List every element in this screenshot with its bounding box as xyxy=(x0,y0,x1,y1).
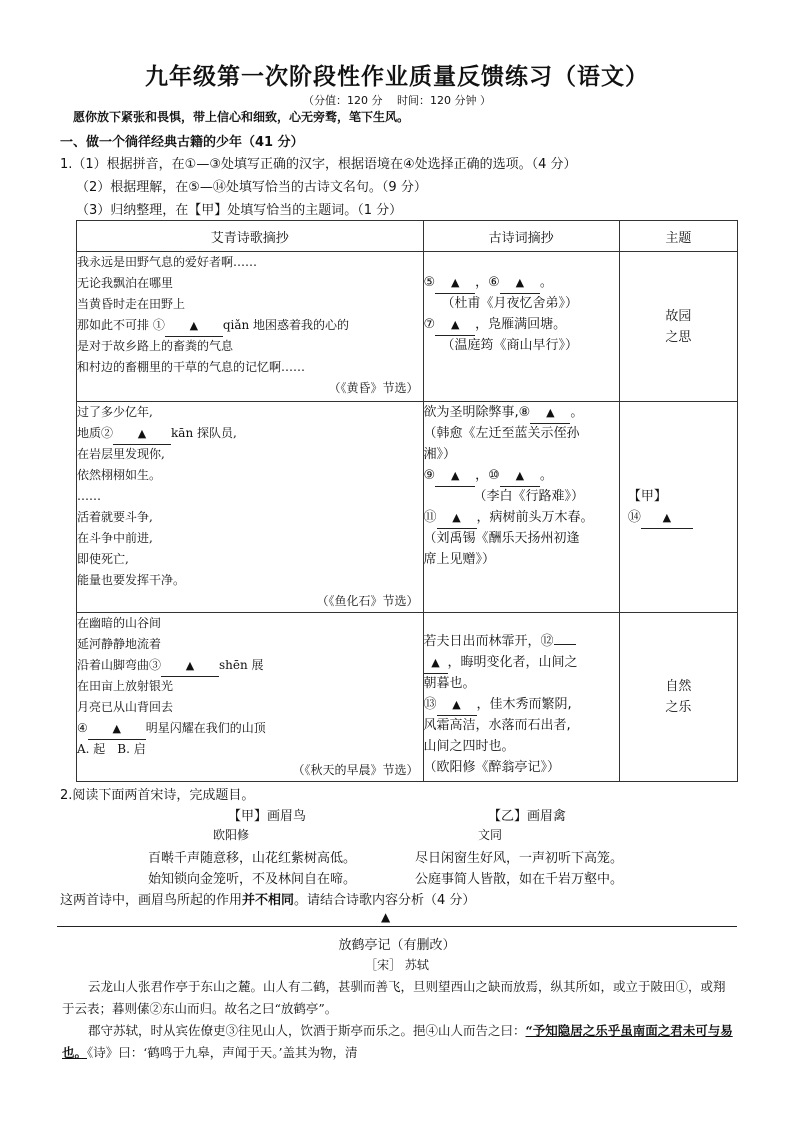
blank-4[interactable]: ▲ xyxy=(88,718,146,740)
blank-12[interactable] xyxy=(554,644,576,645)
blank-3[interactable]: ▲ xyxy=(161,655,219,677)
blank-8[interactable]: ▲ xyxy=(530,402,570,424)
theme-cell-2: 【甲】 ⑭ ▲ xyxy=(619,402,737,613)
blank-5[interactable]: ▲ xyxy=(435,272,475,294)
essay-title: 放鹤亭记（有删改） xyxy=(338,938,456,953)
blank-11[interactable]: ▲ xyxy=(437,507,477,529)
page-title: 九年级第一次阶段性作业质量反馈练习（语文） xyxy=(145,64,649,90)
poem-b-author: 文同 xyxy=(478,828,503,842)
ancient-cell-1: ⑤ ▲ ，⑥ ▲ 。 （杜甫《月夜忆舍弟》） ⑦ ▲ ，凫雁满回塘。 （温庭筠《商山早行》） xyxy=(423,252,619,402)
table-row xyxy=(77,252,738,402)
essay-paragraph-2: 郡守苏轼，时从宾佐僚吏③往见山人，饮酒于斯亭而乐之。挹④山人而告之曰：“予知隐居之乐乎虽南面之君未可与易也。《诗》曰：‘鹤鸣于九皋，声闻于天。’盖其为物，清 xyxy=(62,1023,733,1060)
section-heading: 一、做一个徜徉经典古籍的少年（41 分） xyxy=(60,135,304,150)
blank-14[interactable]: ▲ xyxy=(641,507,693,529)
header-ancient: 古诗词摘抄 xyxy=(423,221,619,252)
motto: 愿你放下紧张和畏惧，带上信心和细致，心无旁骛，笔下生风。 xyxy=(73,110,410,124)
exam-info: （分值：120 分 时间：120 分钟 ） xyxy=(303,94,491,107)
essay-paragraph-1: 云龙山人张君作亭于东山之麓。山人有二鹤，甚驯而善飞，旦则望西山之缺而放焉，纵其所如，或立于陂田①，或翔于云表；暮则傃②东山而归。故名之曰“放鹤亭”。 xyxy=(62,979,726,1016)
table-row xyxy=(77,613,738,782)
table-row xyxy=(77,402,738,613)
blank-2[interactable]: ▲ xyxy=(113,423,171,445)
q2-question: 这两首诗中，画眉鸟所起的作用并不相同。请结合诗歌内容分析（4 分） xyxy=(60,893,476,908)
q1-instruction-2: （2）根据理解，在⑤—⑭处填写恰当的古诗文名句。（9 分） xyxy=(76,180,427,195)
blank-9[interactable]: ▲ xyxy=(435,465,475,487)
section-divider xyxy=(57,926,737,927)
blank-1[interactable]: ▲ xyxy=(165,315,223,337)
theme-cell-3: 自然 之乐 xyxy=(619,613,737,782)
q1-instruction-3: （3）归纳整理，在【甲】处填写恰当的主题词。（1 分） xyxy=(76,203,403,218)
header-aiqing: 艾青诗歌摘抄 xyxy=(77,221,424,252)
poem-source: （《黄昏》节选） xyxy=(328,381,419,395)
blank-7[interactable]: ▲ xyxy=(435,314,475,336)
ancient-cell-3: 若夫日出而林霏开，⑫ ▲ ，晦明变化者，山间之 朝暮也。 ⑬ ▲ ，佳木秀而繁阴, 风霜高洁，水落而石出者, 山间之四时也。 （欧阳修《醉翁亭记》） xyxy=(423,613,619,782)
q2-intro: 2.阅读下面两首宋诗，完成题目。 xyxy=(60,788,255,803)
poem-b-title: 【乙】画眉禽 xyxy=(488,809,567,824)
header-theme: 主题 xyxy=(619,221,737,252)
poem-a-line1: 百啭千声随意移，山花红紫树高低。 xyxy=(148,851,357,866)
poem-a-title: 【甲】画眉鸟 xyxy=(228,809,307,824)
q1-instruction-1: 1.（1）根据拼音，在①—③处填写正确的汉字，根据语境在④处选择正确的选项。（4 分） xyxy=(60,157,577,172)
poem-b-line1: 尽日闲窗生好风，一声初听下高笼。 xyxy=(415,851,624,866)
poem-a-author: 欧阳修 xyxy=(213,828,250,842)
underlined-sentence: “予知隐居之乐乎虽南面之君未可与易也。 xyxy=(62,1023,733,1060)
poem-b-line2: 公庭事简人皆散，如在千岩万壑中。 xyxy=(415,872,624,887)
poem-source: （《秋天的早晨》节选） xyxy=(292,763,419,777)
blank-13[interactable]: ▲ xyxy=(437,694,477,716)
table-header-row xyxy=(77,221,738,252)
poem-huanghun: 我永远是田野气息的爱好者啊…… 无论我飘泊在哪里 当黄昏时走在田野上 那如此不可排 ① ▲ qiǎn 地困惑着我的心的 是对于故乡路上的畜粪的气息 和村边的畜棚里的干草的气息的记忆啊…… （《黄昏》节选） xyxy=(77,252,424,402)
excerpt-table xyxy=(76,220,738,782)
blank-6[interactable]: ▲ xyxy=(500,272,540,294)
q2-answer-mark[interactable]: ▲ xyxy=(381,910,391,924)
poem-yuhuashi: 过了多少亿年, 地质② ▲ kān 探队员, 在岩层里发现你, 依然栩栩如生。 …… 活着就要斗争, 在斗争中前进, 即使死亡, 能量也要发挥干净。 （《鱼化石》节选） xyxy=(77,402,424,613)
blank-10[interactable]: ▲ xyxy=(500,465,540,487)
poem-a-line2: 始知锁向金笼听，不及林间自在啼。 xyxy=(148,872,357,887)
essay-author: ［宋］ 苏轼 xyxy=(365,958,429,972)
ancient-cell-2: 欲为圣明除弊事,⑧ ▲ 。 （韩愈《左迁至蓝关示侄孙 湘》） ⑨ ▲ ，⑩ ▲ 。 （李白《行路难》） ⑪ ▲ ，病树前头万木春。 （刘禹锡《酬乐天扬州初逢 席上见赠》） xyxy=(423,402,619,613)
choice-options: A. 起 B. 启 xyxy=(77,742,146,756)
theme-cell-1: 故园 之思 xyxy=(619,252,737,402)
poem-qiutian: 在幽暗的山谷间 延河静静地流着 沿着山脚弯曲③ ▲ shēn 展 在田亩上放射银光 月亮已从山背回去 ④ ▲ 明星闪耀在我们的山顶 A. 起 B. 启 （《秋天的早晨》节选） xyxy=(77,613,424,782)
poem-source: （《鱼化石》节选） xyxy=(316,594,419,608)
